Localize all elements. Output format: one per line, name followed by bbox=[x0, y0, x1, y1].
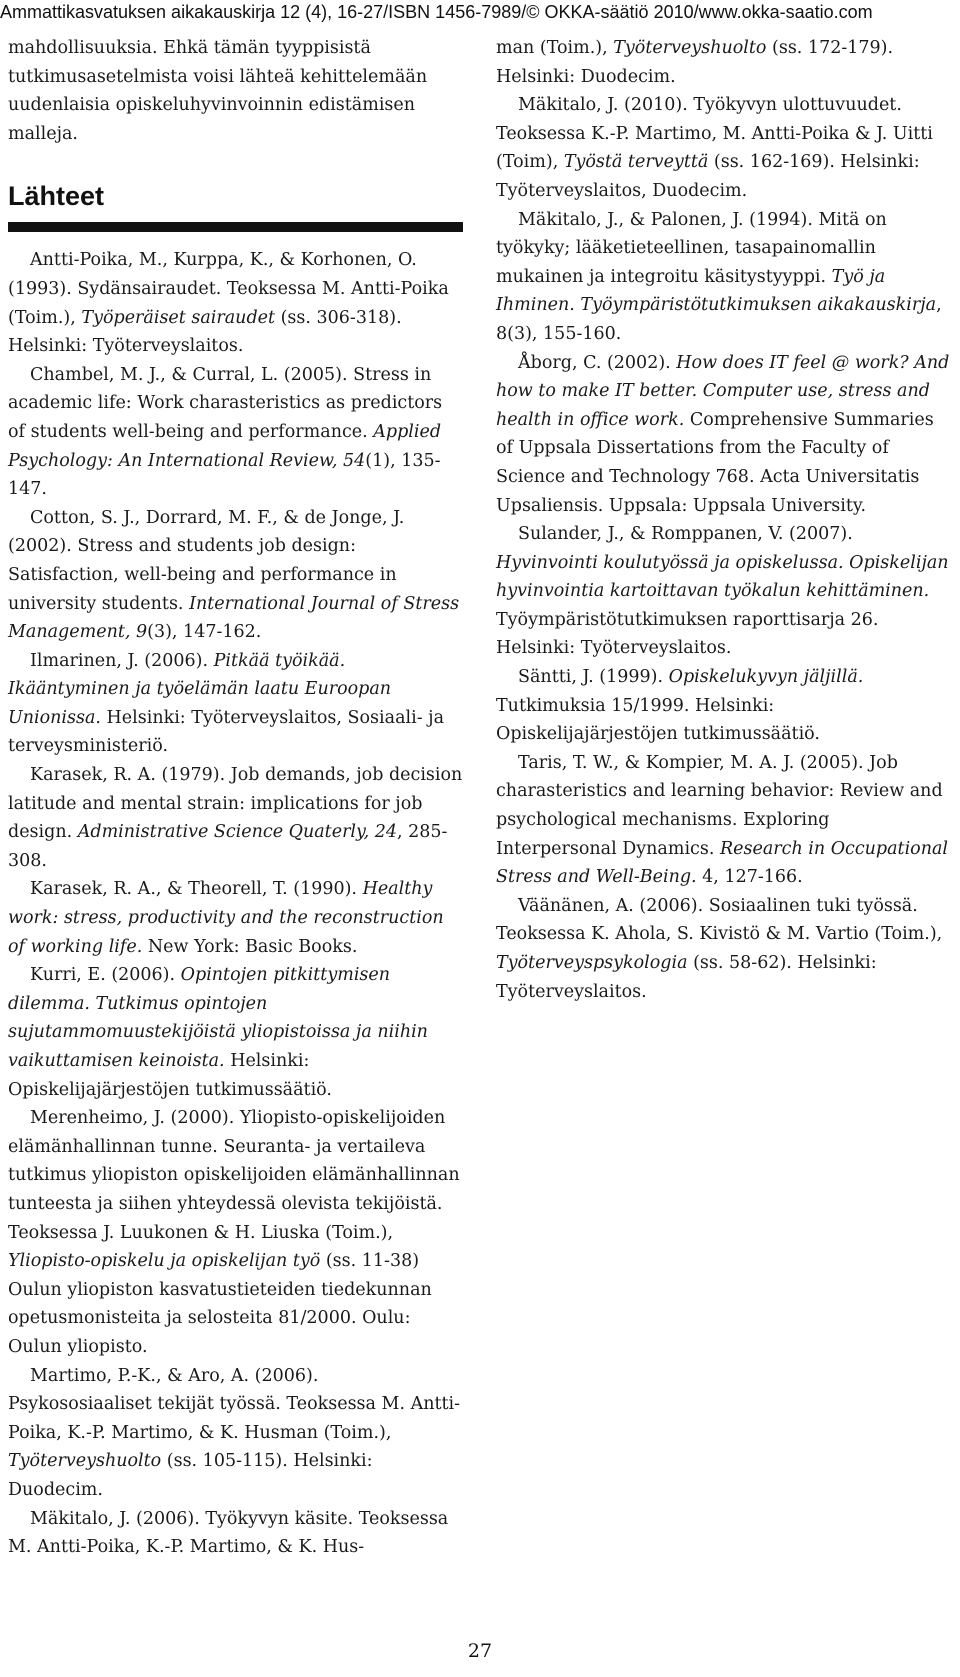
page-number: 27 bbox=[467, 1640, 493, 1662]
reference-entry: Ilmarinen, J. (2006). Pitkää työikää. Ikääntyminen ja työelämän laatu Euroopan Unionissa. Helsinki: Työterveyslaitos, Sosiaali- ja terveysministeriö. bbox=[8, 650, 445, 757]
reference-entry: Åborg, C. (2002). How does IT feel @ work? And how to make IT better. Computer use, stress and health in office work. Comprehensive Summaries of Uppsala Dissertations from the Faculty of Science and Technology 768. Acta Universitatis Upsaliensis. Uppsala: Uppsala University. bbox=[496, 352, 950, 516]
reference-entry: Taris, T. W., & Kompier, M. A. J. (2005). Job charasteristics and learning behavior: Review and psychological mechanisms. Exploring Interpersonal Dynamics. Research in Occupational Stress and Well-Being. 4, 127-166. bbox=[496, 752, 949, 888]
reference-entry: Karasek, R. A., & Theorell, T. (1990). Healthy work: stress, productivity and the reconstruction of working life. New York: Basic Books. bbox=[8, 879, 444, 957]
reference-continuation: man (Toim.), Työterveyshuolto (ss. 172-179). Helsinki: Duodecim. bbox=[496, 38, 894, 87]
intro-paragraph: mahdollisuuksia. Ehkä tämän tyyppisistä tutkimusasetelmista voisi lähteä kehittelemään uudenlaisia opiskeluhyvinvoinnin edistämisen malleja. bbox=[8, 38, 428, 144]
section-heading: Lähteet bbox=[8, 181, 105, 212]
heading-rule bbox=[8, 222, 463, 232]
reference-entry: Säntti, J. (1999). Opiskelukyvyn jäljillä. Tutkimuksia 15/1999. Helsinki: Opiskelijajärjestöjen tutkimussäätiö. bbox=[496, 667, 864, 745]
reference-entry: Mäkitalo, J., & Palonen, J. (1994). Mitä on työkyky; lääketieteellinen, tasapainomallin mukainen ja integroitu käsitystyyppi. Työ ja Ihminen. Työympäristötutkimuksen aikakauskirja, 8(3), 155-160. bbox=[496, 209, 942, 344]
reference-entry: Väänänen, A. (2006). Sosiaalinen tuki työssä. Teoksessa K. Ahola, S. Kivistö & M. Vartio (Toim.), Työterveyspsykologia (ss. 58-62). Helsinki: Työterveyslaitos. bbox=[496, 895, 943, 1002]
journal-header: Ammattikasvatuksen aikakauskirja 12 (4), 16-27/ISBN 1456-7989/© OKKA-säätiö 2010/www.okka-saatio.com bbox=[0, 2, 873, 22]
reference-entry: Cotton, S. J., Dorrard, M. F., & de Jonge, J. (2002). Stress and students job design: Satisfaction, well-being and performance in university students. International Journal of Stress Management, 9(3), 147-162. bbox=[8, 507, 460, 643]
reference-entry: Sulander, J., & Romppanen, V. (2007). Hyvinvointi koulutyössä ja opiskelussa. Opiskelijan hyvinvointia kartoittavan työkalun kehittäminen. Työympäristötutkimuksen raporttisarja 26. Helsinki: Työterveyslaitos. bbox=[496, 524, 949, 659]
reference-entry: Mäkitalo, J. (2006). Työkyvyn käsite. Teoksessa M. Antti-Poika, K.-P. Martimo, & K. Hus- bbox=[8, 1508, 449, 1558]
reference-entry: Martimo, P.-K., & Aro, A. (2006). Psykososiaaliset tekijät työssä. Teoksessa M. Antti-Poika, K.-P. Martimo, & K. Husman (Toim.), Työterveyshuolto (ss. 105-115). Helsinki: Duodecim. bbox=[8, 1365, 461, 1500]
reference-entry: Chambel, M. J., & Curral, L. (2005). Stress in academic life: Work charasteristics as predictors of students well-being and performance. Applied Psychology: An International Review, 54(1), 135-147. bbox=[8, 364, 443, 500]
left-column bbox=[8, 34, 463, 1562]
reference-entry: Mäkitalo, J. (2010). Työkyvyn ulottuvuudet. Teoksessa K.-P. Martimo, M. Antti-Poika & J. Uitti (Toim), Työstä terveyttä (ss. 162-169). Helsinki: Työterveyslaitos, Duodecim. bbox=[496, 95, 933, 201]
right-column bbox=[496, 34, 952, 1006]
reference-entry: Kurri, E. (2006). Opintojen pitkittymisen dilemma. Tutkimus opintojen sujutammomuustekijöistä yliopistoissa ja niihin vaikuttamisen keinoista. Helsinki: Opiskelijajärjestöjen tutkimussäätiö. bbox=[8, 965, 428, 1100]
reference-entry: Antti-Poika, M., Kurppa, K., & Korhonen, O. (1993). Sydänsairaudet. Teoksessa M. Antti-Poika (Toim.), Työperäiset sairaudet (ss. 306-318). Helsinki: Työterveyslaitos. bbox=[8, 250, 449, 357]
reference-entry: Merenheimo, J. (2000). Yliopisto-opiskelijoiden elämänhallinnan tunne. Seuranta- ja vertaileva tutkimus yliopiston opiskelijoiden elämänhallinnan tunteesta ja siihen yhteydessä olevista tekijöistä. Teoksessa J. Luukonen & H. Liuska (Toim.), Yliopisto-opiskelu ja opiskelijan työ (ss. 11-38) Oulun yliopiston kasvatustieteiden tiedekunnan opetusmonisteita ja selosteita 81/2000. Oulu: Oulun yliopisto. bbox=[8, 1108, 460, 1357]
reference-entry: Karasek, R. A. (1979). Job demands, job decision latitude and mental strain: implications for job design. Administrative Science Quaterly, 24, 285-308. bbox=[8, 765, 463, 871]
